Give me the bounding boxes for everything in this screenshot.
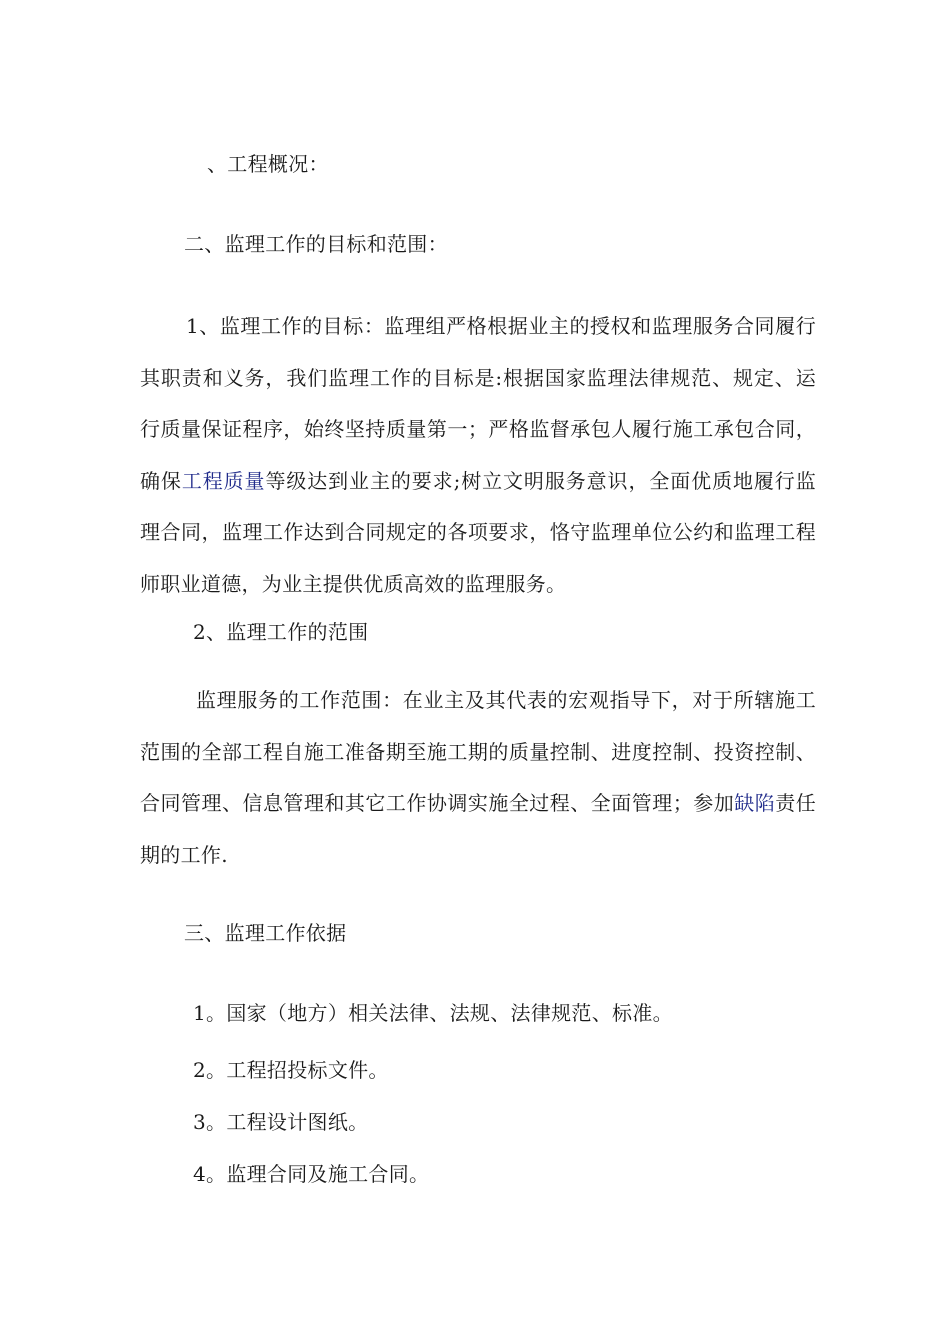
section-heading-basis: 三、监理工作依据 [184, 921, 347, 945]
goal-paragraph [140, 301, 816, 610]
defect-link[interactable]: 缺陷 [734, 791, 776, 815]
scope-text-end: 责任期的工作. [140, 791, 816, 867]
scope-subheading: 2、监理工作的范围 [193, 620, 369, 644]
basis-list-item: 1。国家（地方）相关法律、法规、法律规范、标准。 [193, 1001, 673, 1025]
section-heading-overview: 、工程概况： [207, 152, 329, 176]
goal-text-start: 1、监理工作的目标：监理组严格根据业主的授权和监理服务合同履行其职责和义务，我们监理工作的目标是:根据国家监理法律规范、规定、运行质量保证程序，始终坚持质量第一；严格监督承包人履行施工承包合同，确保 [140, 314, 816, 493]
scope-text-start: 监理服务的工作范围：在业主及其代表的宏观指导下，对于所辖施工范围的全部工程自施工准备期至施工期的质量控制、进度控制、投资控制、合同管理、信息管理和其它工作协调实施全过程、全面管理；参加 [140, 688, 816, 815]
engineering-quality-link[interactable]: 工程质量 [181, 468, 266, 493]
scope-paragraph [140, 675, 816, 881]
basis-list-item: 3。工程设计图纸。 [193, 1110, 369, 1134]
basis-list-item: 2。工程招投标文件。 [193, 1058, 389, 1082]
basis-list-item: 4。监理合同及施工合同。 [193, 1162, 430, 1186]
section-heading-goals-scope: 二、监理工作的目标和范围： [184, 232, 448, 256]
goal-text-end: 等级达到业主的要求;树立文明服务意识，全面优质地履行监理合同，监理工作达到合同规定的各项要求，恪守监理单位公约和监理工程师职业道德，为业主提供优质高效的监理服务。 [140, 468, 816, 596]
